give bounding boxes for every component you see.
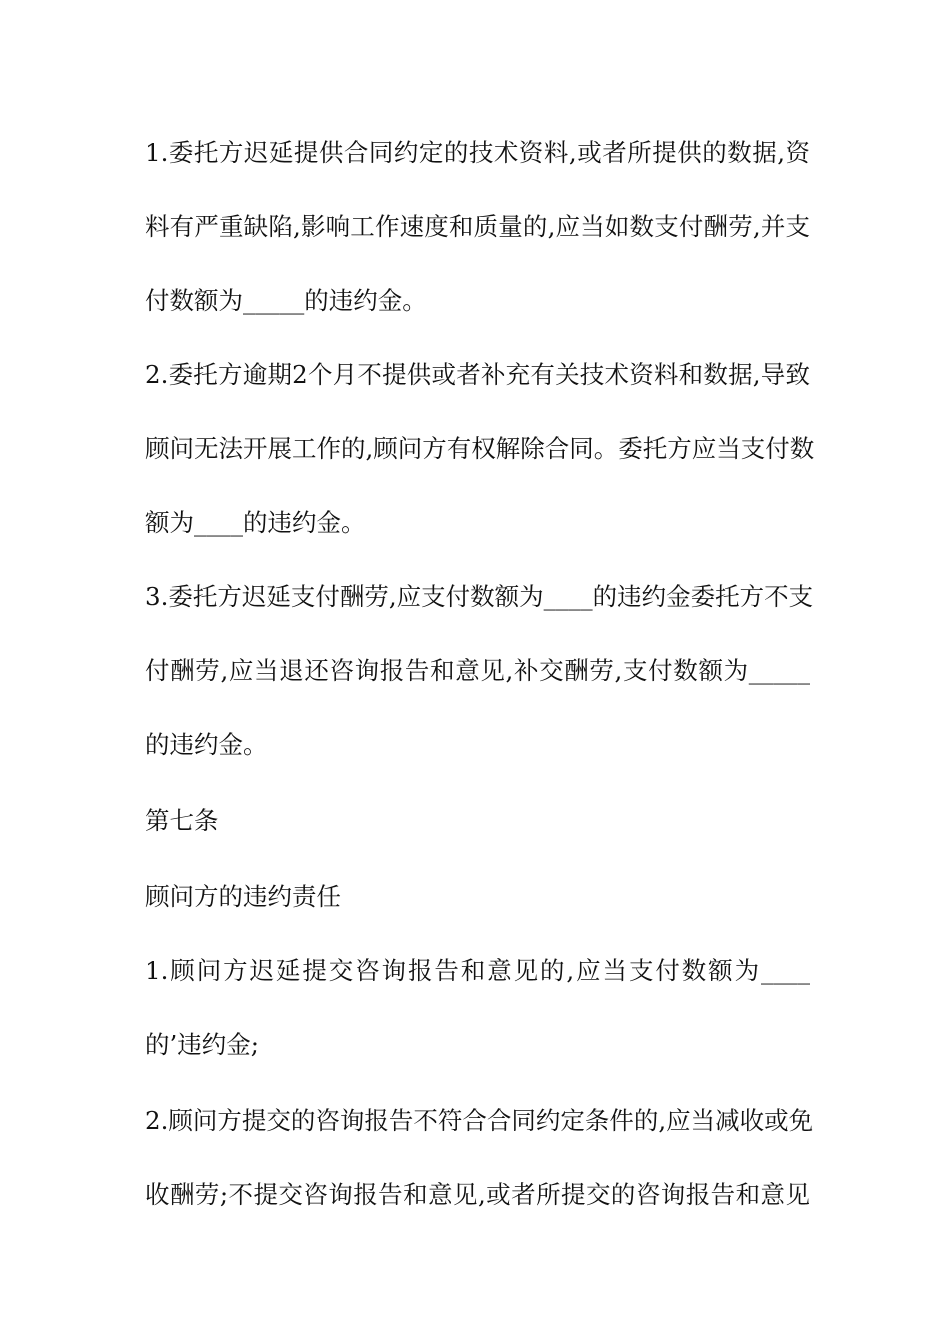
text-line-13: 的’违约金; xyxy=(145,1030,260,1059)
text-line-8: 付酬劳,应当退还咨询报告和意见,补交酬劳,支付数额为_____ xyxy=(145,656,810,685)
text-line-12: 1.顾问方迟延提交咨询报告和意见的,应当支付数额为____ xyxy=(145,956,810,985)
text-line-4: 2.委托方逾期2个月不提供或者补充有关技术资料和数据,导致 xyxy=(145,360,810,389)
article-heading: 第七条 xyxy=(145,806,219,835)
text-line-15: 收酬劳;不提交咨询报告和意见,或者所提交的咨询报告和意见 xyxy=(145,1180,810,1209)
text-line-3: 付数额为_____的违约金。 xyxy=(145,286,427,315)
text-line-5: 顾问无法开展工作的,顾问方有权解除合同。委托方应当支付数 xyxy=(145,434,815,463)
section-heading: 顾问方的违约责任 xyxy=(145,882,341,911)
text-line-14: 2.顾问方提交的咨询报告不符合合同约定条件的,应当减收或免 xyxy=(145,1106,814,1135)
text-line-9: 的违约金。 xyxy=(145,730,268,759)
text-line-7: 3.委托方迟延支付酬劳,应支付数额为____的违约金委托方不支 xyxy=(145,582,814,611)
text-line-1: 1.委托方迟延提供合同约定的技术资料,或者所提供的数据,资 xyxy=(145,138,810,167)
text-line-2: 料有严重缺陷,影响工作速度和质量的,应当如数支付酬劳,并支 xyxy=(145,212,810,241)
text-line-6: 额为____的违约金。 xyxy=(145,508,366,537)
